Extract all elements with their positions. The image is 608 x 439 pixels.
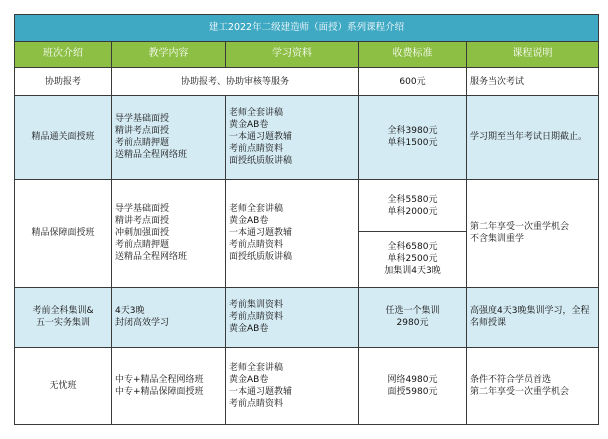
materials-cell: 老师全套讲稿 黄金AB卷 一本通习题教辅 考前点睛资料 面授纸质版讲稿: [226, 95, 359, 179]
class-name: 精品保障面授班: [15, 180, 112, 288]
table-row-baozhang: [15, 180, 599, 232]
fee-cell-b: 全科6580元 单科2500元 加集训4天3晚: [359, 232, 467, 287]
fee-cell-a: 全科5580元 单科2000元: [359, 180, 467, 232]
note-cell: 学习期至当年考试日期截止。: [467, 95, 599, 179]
table-row-jixun: [15, 287, 599, 348]
materials-cell: 老师全套讲稿 黄金AB卷 一本通习题教辅 考前点睛资料: [226, 348, 359, 425]
header-fee: 收费标准: [359, 41, 467, 68]
class-name: 无忧班: [15, 348, 112, 425]
content-cell: 协助报考、协助审核等服务: [112, 68, 359, 96]
table-row-assist: [15, 68, 599, 96]
content-cell: 导学基础面授 精讲考点面授 考前点睛押题 送精品全程网络班: [112, 95, 226, 179]
header-class: 班次介绍: [15, 41, 112, 68]
header-content: 教学内容: [112, 41, 226, 68]
header-note: 课程说明: [467, 41, 599, 68]
table-title: 建工2022年二级建造师（面授）系列课程介绍: [15, 15, 599, 42]
course-table: [14, 14, 599, 425]
content-cell: 4天3晚 封闭高效学习: [112, 287, 226, 348]
header-row: [15, 41, 599, 68]
note-cell: 高强度4天3晚集训学习，全程名师授课: [467, 287, 599, 348]
class-name: 精品通关面授班: [15, 95, 112, 179]
content-cell: 中专+精品全程网络班 中专+精品保障面授班: [112, 348, 226, 425]
fee-cell: 全科3980元 单科1500元: [359, 95, 467, 179]
table-row-tongguan: [15, 95, 599, 179]
materials-cell: 考前集训资料 考前点睛资料 黄金AB卷: [226, 287, 359, 348]
table-row-wuyou: [15, 348, 599, 425]
class-name: 协助报考: [15, 68, 112, 96]
header-materials: 学习资料: [226, 41, 359, 68]
note-cell: 条件不符合学员首选 第二年享受一次重学机会: [467, 348, 599, 425]
fee-cell: 网络4980元 面授5980元: [359, 348, 467, 425]
content-cell: 导学基础面授 精讲考点面授 冲刺加强面授 考前点睛押题 送精品全程网络班: [112, 180, 226, 288]
note-cell: 服务当次考试: [467, 68, 599, 96]
fee-cell: 任选一个集训 2980元: [359, 287, 467, 348]
materials-cell: 老师全套讲稿 黄金AB卷 一本通习题教辅 考前点睛资料 面授纸质版讲稿: [226, 180, 359, 288]
title-row: [15, 15, 599, 42]
fee-cell: 600元: [359, 68, 467, 96]
class-name: 考前全科集训& 五一实务集训: [15, 287, 112, 348]
note-cell: 第二年享受一次重学机会 不含集训重学: [467, 180, 599, 288]
